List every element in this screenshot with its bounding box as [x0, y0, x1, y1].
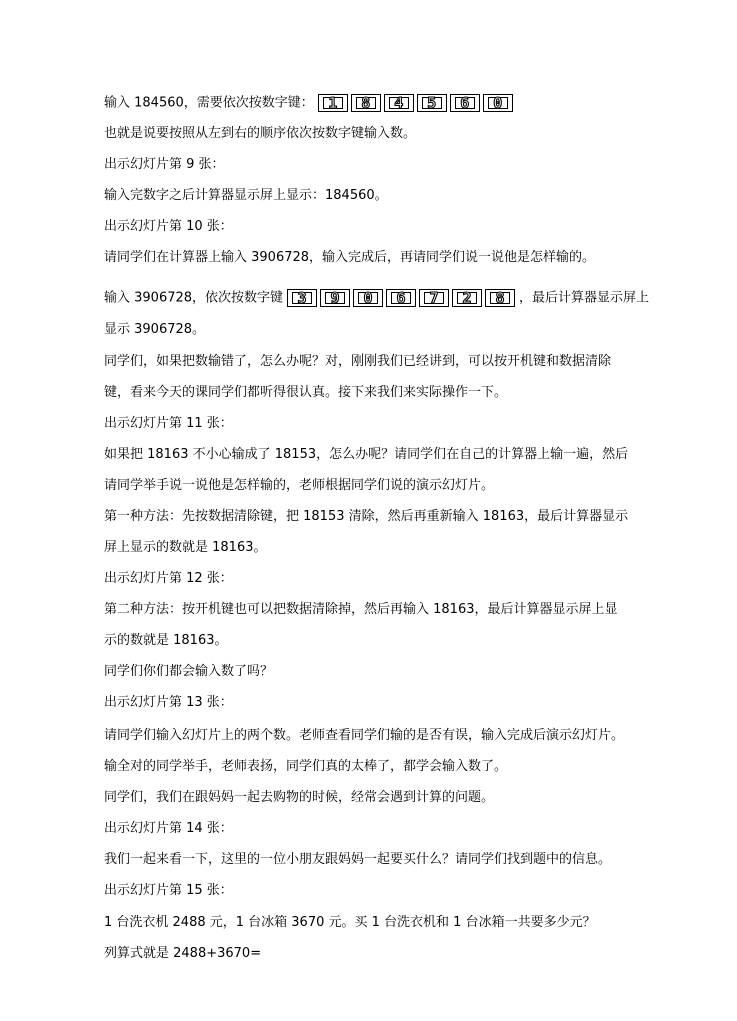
digit-key-icon: 6: [386, 289, 416, 307]
paragraph-line: 请同学们在计算器上输入 3906728，输入完成后，再请同学们说一说他是怎样输的。: [104, 250, 596, 265]
digit-key-icon: 2: [452, 289, 482, 307]
paragraph-line: 我们一起来看一下，这里的一位小朋友跟妈妈一起要买什么？请同学们找到题中的信息。: [104, 852, 612, 867]
digit-key-icon: 0: [483, 94, 513, 112]
line-text: ，最后计算器显示屏上: [519, 290, 650, 306]
line-text: 输入 3906728，依次按数字键: [104, 290, 284, 306]
paragraph-line: 第一种方法：先按数据清除键，把 18153 清除，然后再重新输入 18163，最后计算器显示: [104, 509, 629, 524]
paragraph-line: 同学们，如果把数输错了，怎么办呢？对，刚刚我们已经讲到，可以按开机键和数据清除: [104, 354, 612, 369]
slide-heading: 出示幻灯片第 11 张：: [104, 416, 233, 431]
paragraph-line: 同学们你们都会输入数了吗？: [104, 664, 274, 679]
paragraph-line: 请同学举手说一说他是怎样输的，老师根据同学们说的演示幻灯片。: [104, 478, 495, 493]
slide-heading: 出示幻灯片第 10 张：: [104, 219, 233, 234]
paragraph-line: 同学们，我们在跟妈妈一起去购物的时候，经常会遇到计算的问题。: [104, 790, 495, 805]
digit-key-icon: 7: [419, 289, 449, 307]
slide-heading: 出示幻灯片第 9 张：: [104, 157, 225, 172]
keys-line-2: [104, 289, 649, 308]
paragraph-line: 列算式就是 2488+3670=: [104, 946, 262, 961]
paragraph-line: 也就是说要按照从左到右的顺序依次按数字键输入数。: [104, 126, 417, 141]
paragraph-line: 如果把 18163 不小心输成了 18153，怎么办呢？请同学们在自己的计算器上输一遍，然后: [104, 447, 629, 462]
paragraph-line: 显示 3906728。: [104, 322, 206, 337]
number-keys-3906728: [287, 289, 515, 307]
paragraph-line: 第二种方法：按开机键也可以把数据清除掉，然后再输入 18163，最后计算器显示屏上显: [104, 602, 618, 617]
paragraph-line: 输入完数字之后计算器显示屏上显示：184560。: [104, 188, 388, 203]
line-text: 输入 184560，需要依次按数字键：: [104, 95, 314, 111]
digit-key-icon: 8: [351, 94, 381, 112]
digit-key-icon: 9: [320, 289, 350, 307]
paragraph-line: 1 台洗衣机 2488 元，1 台冰箱 3670 元。买 1 台洗衣机和 1 台冰箱一共要多少元？: [104, 915, 596, 930]
paragraph-line: 示的数就是 18163。: [104, 633, 228, 648]
slide-heading: 出示幻灯片第 13 张：: [104, 695, 233, 710]
paragraph-line: 屏上显示的数就是 18163。: [104, 540, 267, 555]
digit-key-icon: 0: [353, 289, 383, 307]
digit-key-icon: 1: [318, 94, 348, 112]
number-keys-184560: [318, 94, 513, 112]
digit-key-icon: 8: [485, 289, 515, 307]
slide-heading: 出示幻灯片第 12 张：: [104, 571, 233, 586]
digit-key-icon: 4: [384, 94, 414, 112]
digit-key-icon: 3: [287, 289, 317, 307]
digit-key-icon: 6: [450, 94, 480, 112]
keys-line-1: [104, 94, 517, 113]
slide-heading: 出示幻灯片第 14 张：: [104, 821, 233, 836]
paragraph-line: 请同学们输入幻灯片上的两个数。老师查看同学们输的是否有误，输入完成后演示幻灯片。: [104, 728, 625, 743]
paragraph-line: 键，看来今天的课同学们都听得很认真。接下来我们来实际操作一下。: [104, 385, 508, 400]
slide-heading: 出示幻灯片第 15 张：: [104, 883, 233, 898]
paragraph-line: 输全对的同学举手，老师表扬，同学们真的太棒了，都学会输入数了。: [104, 759, 508, 774]
digit-key-icon: 5: [417, 94, 447, 112]
